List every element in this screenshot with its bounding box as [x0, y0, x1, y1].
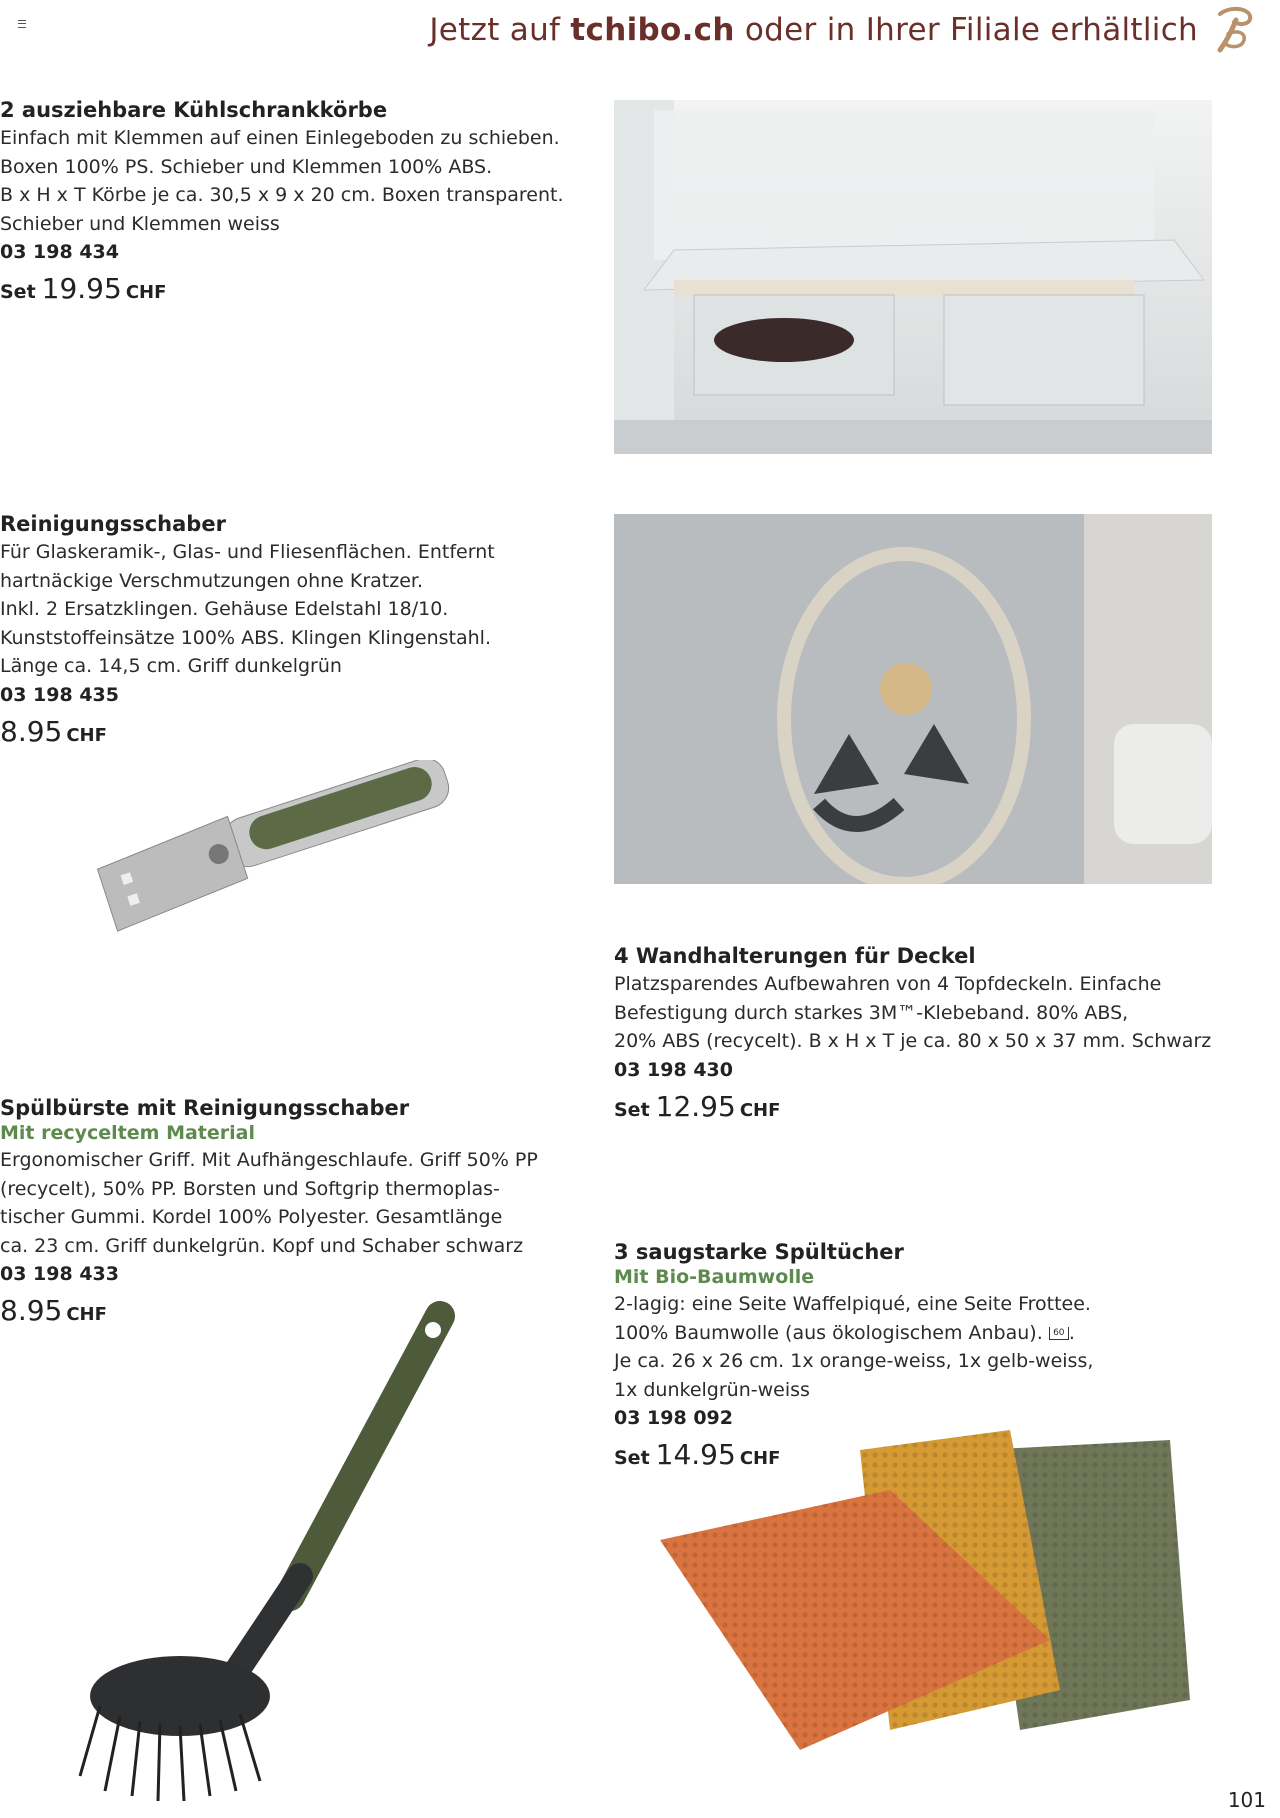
description-text: 100% Baumwolle (aus ökologischem Anbau).	[614, 1321, 1043, 1344]
product-title: 2 ausziehbare Kühlschrankkörbe	[0, 98, 388, 122]
price-value: 8.95	[0, 714, 63, 748]
lid-holder-photo[interactable]	[614, 514, 1212, 884]
price-currency: CHF	[739, 1448, 781, 1469]
page-header	[429, 12, 1198, 48]
description-line: Kunststoffeinsätze 100% ABS. Klingen Klingenstahl.	[0, 626, 492, 649]
product-description	[0, 538, 600, 681]
description-line: ca. 23 cm. Griff dunkelgrün. Kopf und Schaber schwarz	[0, 1234, 524, 1257]
product-lid-holders	[614, 944, 1254, 1123]
description-line: 100% Baumwolle (aus ökologischem Anbau). 60 .	[614, 1321, 1075, 1344]
article-number: 03 198 092	[614, 1407, 733, 1429]
header-suffix: oder in Ihrer Filiale erhältlich	[734, 12, 1198, 48]
article-number: 03 198 434	[0, 241, 119, 263]
description-line: B x H x T Körbe je ca. 30,5 x 9 x 20 cm. Boxen transparent.	[0, 184, 564, 206]
tchibo-logo-icon	[1206, 4, 1258, 56]
price-currency: CHF	[66, 1304, 107, 1325]
price	[0, 272, 600, 305]
price-value: 8.95	[0, 1294, 63, 1327]
description-line: Für Glaskeramik-, Glas- und Fliesenflächen. Entfernt	[0, 541, 495, 563]
product-description	[0, 124, 600, 238]
scraper-photo[interactable]	[80, 760, 460, 940]
description-line: 1x dunkelgrün-weiss	[614, 1378, 810, 1401]
product-title: 3 saugstarke Spültücher	[614, 1240, 904, 1264]
description-line: Je ca. 26 x 26 cm. 1x orange-weiss, 1x gelb-weiss,	[614, 1350, 1094, 1372]
wash-care-icon: 60	[1049, 1327, 1069, 1340]
product-dish-brush	[0, 1096, 600, 1327]
product-subtitle: Mit Bio-Baumwolle	[614, 1266, 815, 1288]
article-number: 03 198 430	[614, 1058, 733, 1081]
fridge-baskets-photo[interactable]	[614, 100, 1212, 454]
description-line: Länge ca. 14,5 cm. Griff dunkelgrün	[0, 655, 342, 677]
price-currency: CHF	[739, 1099, 781, 1121]
dish-brush-photo[interactable]	[60, 1296, 480, 1808]
product-fridge-baskets	[0, 98, 600, 305]
price-currency: CHF	[125, 282, 167, 303]
article-number: 03 198 433	[0, 1263, 119, 1285]
product-title: Spülbürste mit Reinigungsschaber	[0, 1096, 410, 1120]
product-subtitle: Mit recyceltem Material	[0, 1122, 255, 1144]
description-line: (recycelt), 50% PP. Borsten und Softgrip thermoplas-	[0, 1177, 500, 1200]
header-site-link[interactable]: tchibo.ch	[570, 12, 735, 48]
price-prefix: Set	[614, 1447, 650, 1469]
article-number: 03 198 435	[0, 683, 119, 706]
description-line: Befestigung durch starkes 3M™-Klebeband. 80% ABS,	[614, 1001, 1129, 1024]
description-line: Platzsparendes Aufbewahren von 4 Topfdeckeln. Einfache	[614, 973, 1162, 995]
description-line: tischer Gummi. Kordel 100% Polyester. Gesamtlänge	[0, 1206, 503, 1228]
product-description	[614, 1290, 1254, 1404]
description-line: Inkl. 2 Ersatzklingen. Gehäuse Edelstahl 18/10.	[0, 598, 449, 620]
price-value: 12.95	[655, 1089, 736, 1123]
price-value: 19.95	[41, 272, 122, 305]
description-line: hartnäckige Verschmutzungen ohne Kratzer.	[0, 569, 424, 592]
dish-cloths-photo[interactable]	[660, 1430, 1200, 1780]
menu-icon[interactable]	[18, 20, 26, 28]
product-description	[614, 970, 1254, 1056]
description-line: Boxen 100% PS. Schieber und Klemmen 100% ABS.	[0, 155, 493, 178]
price-prefix: Set	[614, 1098, 650, 1121]
product-title: Reinigungsschaber	[0, 512, 226, 536]
product-cleaning-scraper	[0, 512, 600, 748]
price	[614, 1090, 1254, 1123]
header-prefix: Jetzt auf	[429, 12, 571, 48]
product-title: 4 Wandhalterungen für Deckel	[614, 944, 976, 968]
price-currency: CHF	[66, 724, 107, 746]
price-prefix: Set	[0, 281, 36, 303]
price	[0, 715, 600, 748]
product-description	[0, 1146, 600, 1260]
description-line: 20% ABS (recycelt). B x H x T je ca. 80 x 50 x 37 mm. Schwarz	[614, 1030, 1212, 1052]
description-line: 2-lagig: eine Seite Waffelpiqué, eine Seite Frottee.	[614, 1293, 1091, 1315]
description-line: Ergonomischer Griff. Mit Aufhängeschlaufe. Griff 50% PP	[0, 1149, 538, 1171]
page-number: 101	[1227, 1788, 1266, 1812]
description-line: Schieber und Klemmen weiss	[0, 212, 280, 235]
description-line: Einfach mit Klemmen auf einen Einlegeboden zu schieben.	[0, 127, 560, 149]
price-value: 14.95	[655, 1438, 736, 1471]
